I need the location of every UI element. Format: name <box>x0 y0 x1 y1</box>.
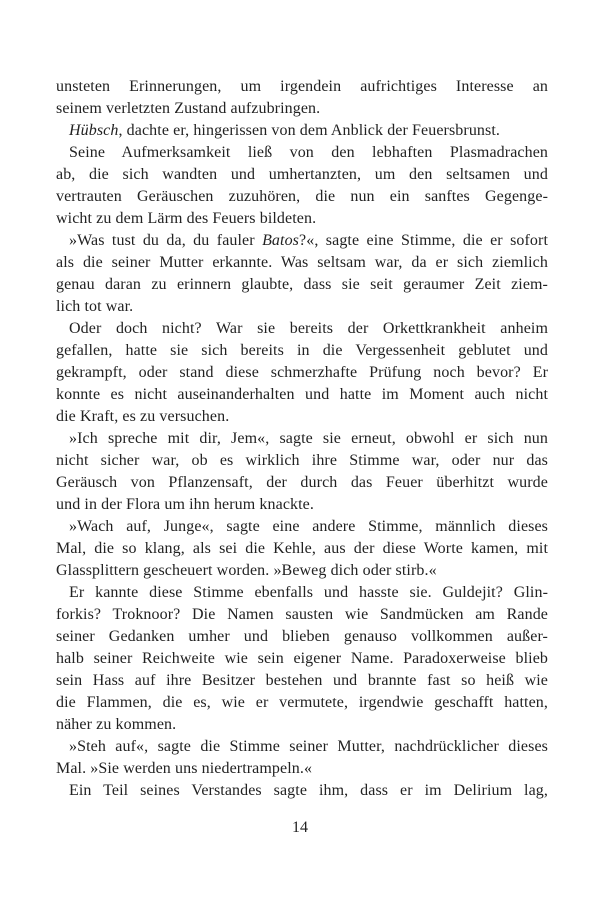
paragraph <box>56 428 548 516</box>
text-segment: Geräusch von Pflanzensaft, der durch das Feuer überhitzt wurde <box>56 474 548 491</box>
text-segment: »Wach auf, Junge«, sagte eine andere Stimme, männlich dieses <box>69 518 548 535</box>
paragraph <box>56 120 548 142</box>
text-line <box>56 714 548 736</box>
text-segment: die Flammen, die es, wie er vermutete, irgendwie geschafft hatten, <box>56 694 548 711</box>
text-segment: gefallen, hatte sie sich bereits in die Vergessenheit geblutet und <box>56 342 548 359</box>
text-line <box>56 494 548 516</box>
italic-text: Batos <box>262 232 300 249</box>
text-segment: lich tot war. <box>56 298 134 315</box>
text-line <box>56 670 548 692</box>
text-segment: »Was tust du da, du fauler <box>69 232 263 249</box>
text-segment: forkis? Troknoor? Die Namen sausten wie Sandmücken am Rande <box>56 606 548 623</box>
paragraph <box>56 142 548 230</box>
page-number: 14 <box>292 819 308 836</box>
text-line <box>56 648 548 670</box>
text-line <box>56 208 548 230</box>
text-line <box>56 230 548 252</box>
text-line <box>56 384 548 406</box>
text-segment: und in der Flora um ihn herum knackte. <box>56 496 314 513</box>
text-line <box>56 516 548 538</box>
text-segment: Glassplittern gescheuert worden. »Beweg dich oder stirb.« <box>56 562 437 579</box>
text-segment: vertrauten Geräuschen zuzuhören, die nun ein sanftes Gegenge- <box>56 188 548 205</box>
text-segment: Oder doch nicht? War sie bereits der Orkettkrankheit anheim <box>69 320 548 337</box>
text-segment: Mal, die so klang, als sei die Kehle, aus der diese Worte kamen, mit <box>56 540 548 557</box>
text-line <box>56 252 548 274</box>
text-line <box>56 538 548 560</box>
text-line <box>56 604 548 626</box>
text-line <box>56 428 548 450</box>
text-line <box>56 736 548 758</box>
paragraph <box>56 582 548 736</box>
text-line <box>56 296 548 318</box>
text-segment: ab, die sich wandten und umhertanzten, um den seltsamen und <box>56 166 548 183</box>
text-segment: Er kannte diese Stimme ebenfalls und hasste sie. Guldejit? Glin- <box>69 584 548 601</box>
paragraph <box>56 736 548 780</box>
text-line <box>56 120 548 142</box>
text-segment: wicht zu dem Lärm des Feuers bildeten. <box>56 210 317 227</box>
text-segment: , dachte er, hingerissen von dem Anblick der Feuersbrunst. <box>118 122 500 139</box>
text-line <box>56 142 548 164</box>
text-line <box>56 318 548 340</box>
text-line <box>56 780 548 802</box>
text-line <box>56 626 548 648</box>
text-segment: seiner Gedanken umher und blieben genauso vollkommen außer- <box>56 628 548 645</box>
text-line <box>56 164 548 186</box>
text-segment: sein Hass auf ihre Besitzer bestehen und brannte fast so heiß wie <box>56 672 548 689</box>
text-segment: Seine Aufmerksamkeit ließ von den lebhaften Plasmadrachen <box>69 144 548 161</box>
text-line <box>56 450 548 472</box>
text-line <box>56 692 548 714</box>
text-line <box>56 186 548 208</box>
text-segment: genau daran zu erinnern glaubte, dass sie seit geraumer Zeit ziem- <box>56 276 548 293</box>
text-segment: halb seiner Reichweite wie sein eigener Name. Paradoxerweise blieb <box>56 650 548 667</box>
text-line <box>56 472 548 494</box>
text-segment: als die seiner Mutter erkannte. Was seltsam war, da er sich ziemlich <box>56 254 548 271</box>
text-segment: näher zu kommen. <box>56 716 177 733</box>
paragraph <box>56 76 548 120</box>
text-line <box>56 274 548 296</box>
text-line <box>56 98 548 120</box>
text-segment: Ein Teil seines Verstandes sagte ihm, dass er im Delirium lag, <box>69 782 548 799</box>
text-segment: »Ich spreche mit dir, Jem«, sagte sie erneut, obwohl er sich nun <box>69 430 548 447</box>
text-segment: Mal. »Sie werden uns niedertrampeln.« <box>56 760 313 777</box>
text-line <box>56 582 548 604</box>
text-segment: gekrampft, oder stand diese schmerzhafte Prüfung noch bevor? Er <box>56 364 548 381</box>
text-line <box>56 560 548 582</box>
text-segment: unsteten Erinnerungen, um irgendein aufrichtiges Interesse an <box>56 78 548 95</box>
text-line <box>56 406 548 428</box>
paragraph <box>56 318 548 428</box>
italic-text: Hübsch <box>69 122 119 139</box>
text-line <box>56 758 548 780</box>
text-segment: die Kraft, es zu versuchen. <box>56 408 230 425</box>
text-segment: konnte es nicht auseinanderhalten und hatte im Moment auch nicht <box>56 386 548 403</box>
text-segment: seinem verletzten Zustand aufzubringen. <box>56 100 321 117</box>
text-segment: ?«, sagte eine Stimme, die er sofort <box>299 232 549 249</box>
text-segment: nicht sicher war, ob es wirklich ihre Stimme war, oder nur das <box>56 452 548 469</box>
text-line <box>56 362 548 384</box>
text-segment: »Steh auf«, sagte die Stimme seiner Mutter, nachdrücklicher dieses <box>69 738 548 755</box>
paragraph <box>56 516 548 582</box>
text-column <box>56 76 548 802</box>
paragraph <box>56 230 548 318</box>
text-line <box>56 340 548 362</box>
text-line <box>56 76 548 98</box>
paragraph <box>56 780 548 802</box>
